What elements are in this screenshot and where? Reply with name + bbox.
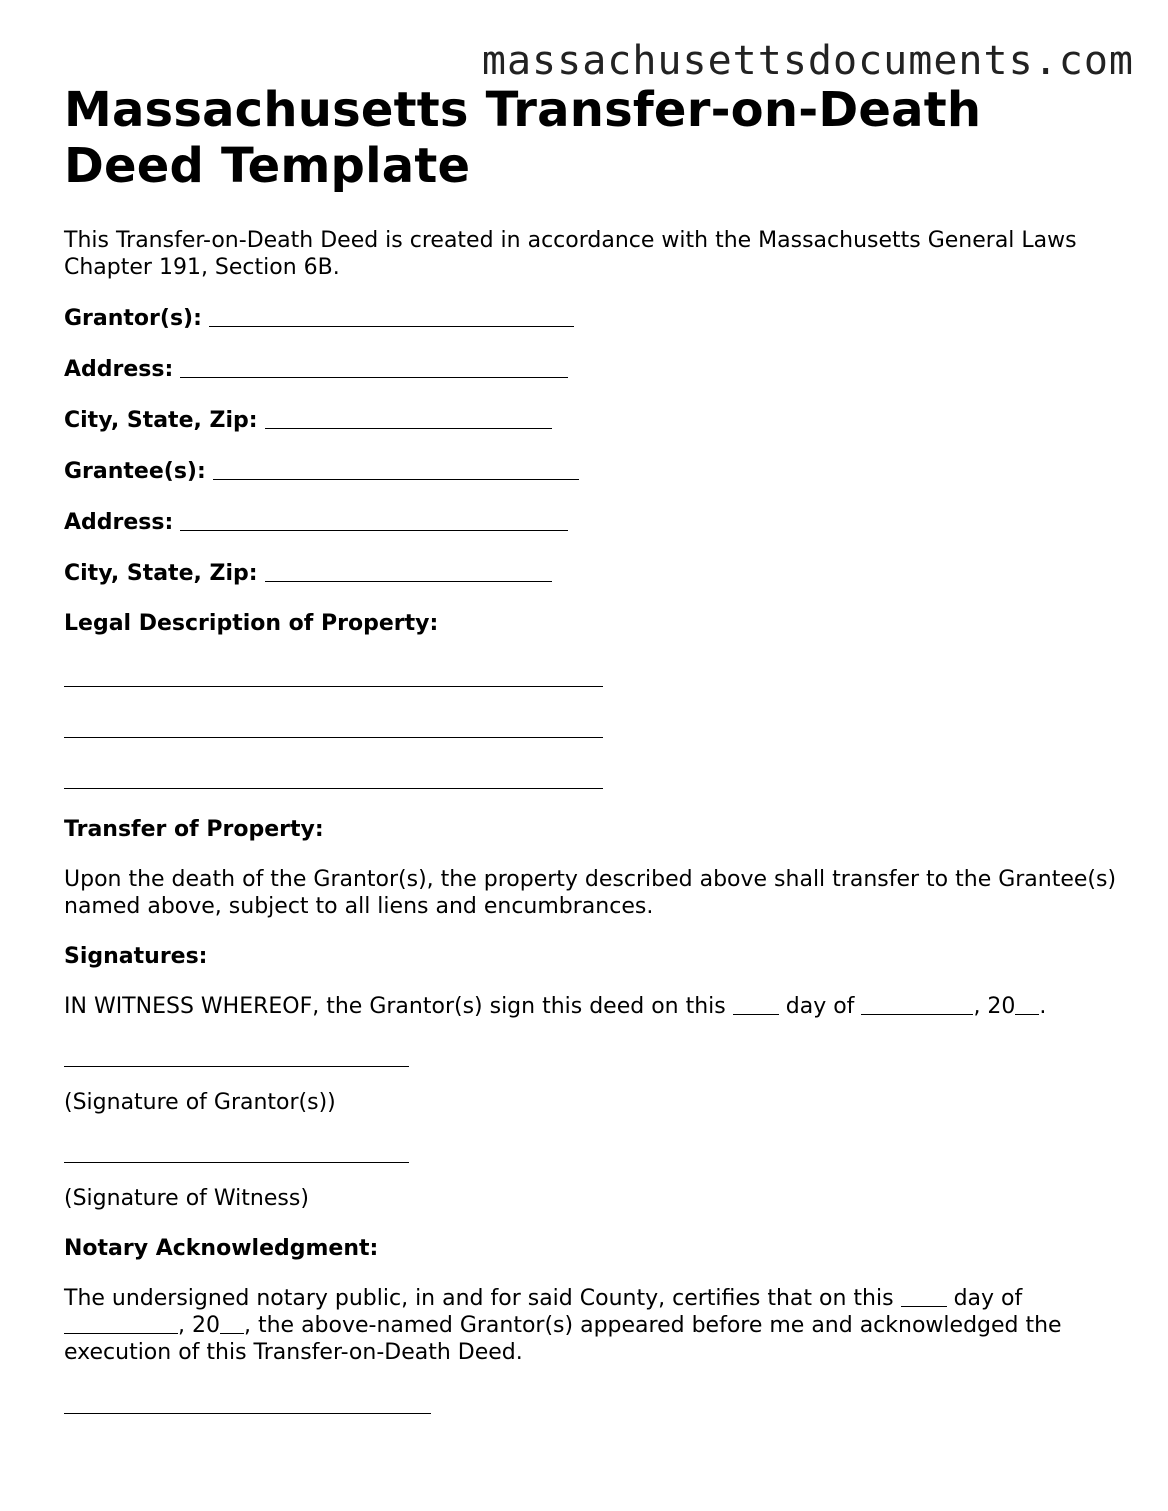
- grantor-label: Grantor(s):: [64, 306, 202, 331]
- notary-text-part: The undersigned notary public, in and for said County, certifies that on this: [64, 1286, 894, 1311]
- notary-year-blank[interactable]: [220, 1315, 244, 1334]
- document-body: [64, 82, 1124, 1414]
- witness-text-part: .: [1039, 994, 1047, 1019]
- grantor-address-blank[interactable]: [180, 357, 568, 378]
- grantor-signature-caption: (Signature of Grantor(s)): [64, 1090, 336, 1115]
- notary-month-blank[interactable]: [64, 1315, 178, 1334]
- grantee-address-field: [64, 508, 1124, 536]
- notary-signature-line[interactable]: [64, 1413, 431, 1414]
- signatures-heading: Signatures:: [64, 944, 208, 969]
- witness-month-blank[interactable]: [861, 996, 973, 1015]
- grantor-city-blank[interactable]: [265, 408, 552, 429]
- notary-text-part: , 20: [178, 1313, 220, 1338]
- grantor-signature-line[interactable]: [64, 1066, 409, 1067]
- grantee-city-field: [64, 559, 1124, 587]
- legal-description-line[interactable]: [64, 788, 603, 789]
- grantor-blank[interactable]: [209, 306, 574, 327]
- grantor-address-label: Address:: [64, 357, 174, 382]
- witness-signature-caption: (Signature of Witness): [64, 1186, 309, 1211]
- intro-paragraph: This Transfer-on-Death Deed is created in accordance with the Massachusetts General Laws Chapter 191, Section 6B.: [64, 228, 1077, 280]
- notary-heading: Notary Acknowledgment:: [64, 1236, 379, 1261]
- document-title: Massachusetts Transfer-on-Death Deed Template: [64, 82, 982, 194]
- grantee-field: [64, 457, 1124, 485]
- transfer-heading: Transfer of Property:: [64, 817, 324, 842]
- grantee-label: Grantee(s):: [64, 459, 206, 484]
- legal-description-line[interactable]: [64, 686, 603, 687]
- notary-text-part: day of: [953, 1286, 1023, 1311]
- witness-signature-line[interactable]: [64, 1162, 409, 1163]
- grantee-address-blank[interactable]: [180, 510, 568, 531]
- witness-day-blank[interactable]: [733, 996, 779, 1015]
- site-watermark: massachusettsdocuments.com: [481, 38, 1134, 84]
- transfer-paragraph: Upon the death of the Grantor(s), the property described above shall transfer to the Grantee(s) named above, subject to all liens and encumbrances.: [64, 867, 1117, 919]
- legal-description-line[interactable]: [64, 737, 603, 738]
- grantee-address-label: Address:: [64, 510, 174, 535]
- notary-text-part: , the above-named Grantor(s) appeared before me and acknowledged the execution of this Transfer-on-Death Deed.: [64, 1313, 1062, 1365]
- witness-statement: [64, 993, 1124, 1020]
- grantor-field: [64, 304, 1124, 332]
- witness-year-blank[interactable]: [1015, 996, 1039, 1015]
- legal-description-heading: Legal Description of Property:: [64, 611, 439, 636]
- grantee-city-label: City, State, Zip:: [64, 561, 258, 586]
- grantor-address-field: [64, 355, 1124, 383]
- grantor-city-field: [64, 406, 1124, 434]
- grantor-city-label: City, State, Zip:: [64, 408, 258, 433]
- notary-day-blank[interactable]: [901, 1288, 947, 1307]
- witness-text-part: IN WITNESS WHEREOF, the Grantor(s) sign this deed on this: [64, 994, 726, 1019]
- notary-paragraph: [64, 1285, 1124, 1366]
- witness-text-part: day of: [785, 994, 855, 1019]
- witness-text-part: , 20: [973, 994, 1016, 1019]
- grantee-city-blank[interactable]: [265, 561, 552, 582]
- grantee-blank[interactable]: [213, 459, 579, 480]
